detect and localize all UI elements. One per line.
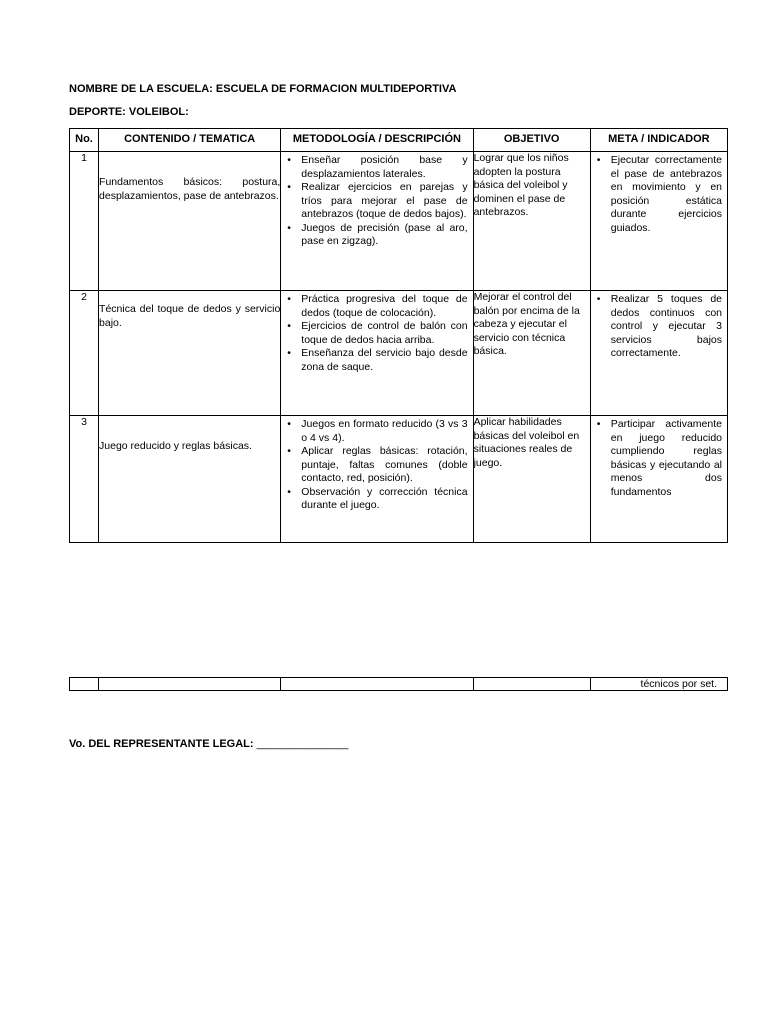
row-metodologia — [281, 291, 473, 416]
column-header-metodologia: METODOLOGÍA / DESCRIPCIÓN — [281, 129, 473, 152]
list-item: • Participar activamente en juego reducido cumpliendo reglas básicas y ejecutando al menos dos fundamentos — [591, 418, 727, 499]
row-contenido: Juego reducido y reglas básicas. — [99, 416, 281, 543]
row-number: 2 — [70, 291, 99, 416]
empty-cell — [99, 678, 281, 691]
row-metodologia — [281, 152, 473, 291]
list-item: • Enseñar posición base y desplazamientos laterales. — [281, 154, 472, 181]
row-objetivo: Mejorar el control del balón por encima de la cabeza y ejecutar el servicio con técnica básica. — [473, 291, 590, 416]
row-number: 1 — [70, 152, 99, 291]
column-header-objetivo: OBJETIVO — [473, 129, 590, 152]
empty-cell — [281, 678, 473, 691]
table-row — [70, 152, 728, 291]
table-header-row — [70, 129, 728, 152]
list-item: • Ejecutar correctamente el pase de antebrazos en movimiento y en posición estática durante ejercicios guiados. — [591, 154, 727, 235]
continuation-text: técnicos por set. — [590, 678, 727, 691]
list-item: • Realizar 5 toques de dedos continuos con control y ejecutar 3 servicios bajos correctamente. — [591, 293, 727, 361]
list-item: • Observación y corrección técnica durante el juego. — [281, 486, 472, 513]
list-item: • Realizar ejercicios en parejas y tríos para mejorar el pase de antebrazos (toque de dedos bajos). — [281, 181, 472, 222]
table-continuation — [69, 677, 728, 691]
plan-table — [69, 128, 728, 543]
list-item: • Juegos de precisión (pase al aro, pase en zigzag). — [281, 222, 472, 249]
column-header-meta: META / INDICADOR — [590, 129, 727, 152]
table-row — [70, 291, 728, 416]
row-contenido: Técnica del toque de dedos y servicio bajo. — [99, 291, 281, 416]
column-header-contenido: CONTENIDO / TEMATICA — [99, 129, 281, 152]
signature-label: Vo. DEL REPRESENTANTE LEGAL: — [69, 738, 254, 750]
row-metodologia — [281, 416, 473, 543]
sport-name: DEPORTE: VOLEIBOL: — [69, 106, 189, 118]
empty-cell — [473, 678, 590, 691]
row-meta — [590, 291, 727, 416]
column-header-no: No. — [70, 129, 99, 152]
row-meta — [590, 152, 727, 291]
table-row — [70, 416, 728, 543]
list-item: • Ejercicios de control de balón con toque de dedos hacia arriba. — [281, 320, 472, 347]
list-item: • Enseñanza del servicio bajo desde zona de saque. — [281, 347, 472, 374]
row-meta — [590, 416, 727, 543]
school-name: NOMBRE DE LA ESCUELA: ESCUELA DE FORMACION MULTIDEPORTIVA — [69, 83, 457, 95]
legal-representative-signature — [69, 738, 348, 750]
empty-cell — [70, 678, 99, 691]
list-item: • Juegos en formato reducido (3 vs 3 o 4 vs 4). — [281, 418, 472, 445]
row-objetivo: Aplicar habilidades básicas del voleibol en situaciones reales de juego. — [473, 416, 590, 543]
row-number: 3 — [70, 416, 99, 543]
list-item: • Aplicar reglas básicas: rotación, puntaje, faltas comunes (doble contacto, red, posición). — [281, 445, 472, 486]
list-item: • Práctica progresiva del toque de dedos (toque de colocación). — [281, 293, 472, 320]
row-objetivo: Lograr que los niños adopten la postura básica del voleibol y dominen el pase de antebrazos. — [473, 152, 590, 291]
row-contenido: Fundamentos básicos: postura, desplazamientos, pase de antebrazos. — [99, 152, 281, 291]
table-row — [70, 678, 728, 691]
signature-line: _______________ — [256, 738, 349, 750]
